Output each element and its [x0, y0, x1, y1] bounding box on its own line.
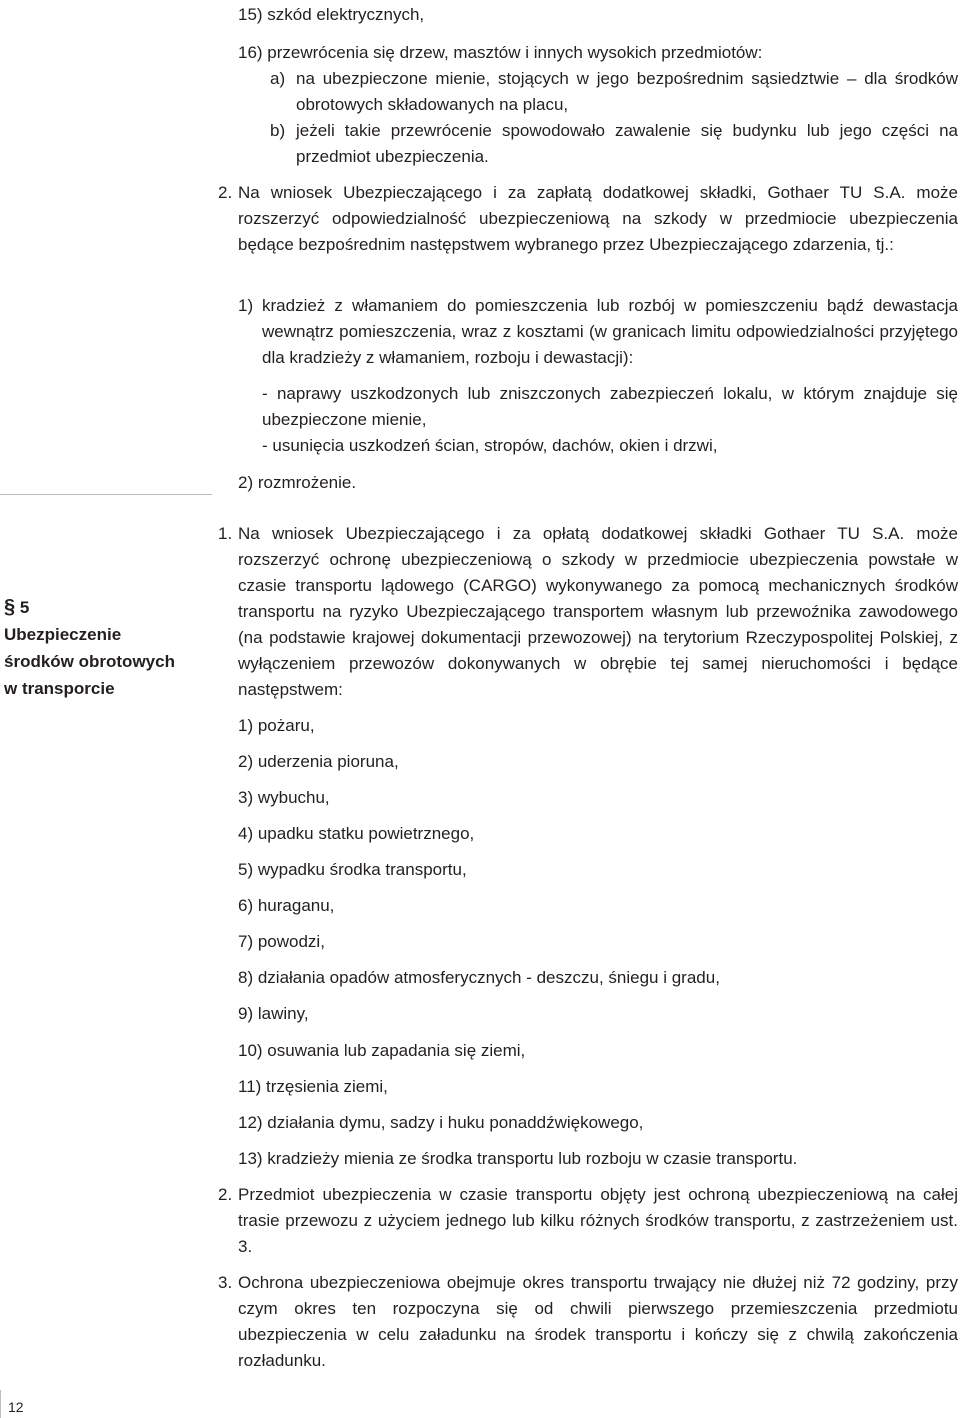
paragraph: Ochrona ubezpieczeniowa obejmuje okres transportu trwający nie dłużej niż 72 godziny, przy czym okres ten rozpoczyna się od chwili pierwszego przemieszczenia przedmiotu ubezpieczenia w celu załadunku na środek transportu i kończy się z chwilą zakończenia rozładunku. — [238, 1273, 958, 1370]
section-title-line: środków obrotowych — [4, 652, 175, 671]
item-label: a) — [270, 69, 286, 88]
paragraph: Na wniosek Ubezpieczającego i za zapłatą dodatkowej składki, Gothaer TU S.A. może rozszerzyć odpowiedzialność ubezpieczeniową na szkody w przedmiocie ubezpieczenia będące bezpośrednim następstwem wybranego przez Ubezpieczającego zdarzenia, tj.: — [238, 183, 958, 254]
section-title-line: Ubezpieczenie — [4, 625, 122, 644]
paragraph-number: 2. — [218, 183, 233, 202]
list-item: 2) uderzenia pioruna, — [238, 752, 399, 771]
list-item: jeżeli takie przewrócenie spowodowało zawalenie się budynku lub jego części na przedmiot ubezpieczenia. — [296, 121, 958, 166]
section-number: 5 — [19, 598, 30, 617]
list-item: - naprawy uszkodzonych lub zniszczonych zabezpieczeń lokalu, w którym znajduje się ubezpieczone mienie, — [262, 384, 958, 429]
section-heading — [4, 594, 204, 702]
list-item: 8) działania opadów atmosferycznych - deszczu, śniegu i gradu, — [238, 968, 720, 987]
list-item: 12) działania dymu, sadzy i huku ponaddźwiękowego, — [238, 1113, 644, 1132]
list-item: 15) szkód elektrycznych, — [238, 5, 425, 24]
list-item: 7) powodzi, — [238, 932, 325, 951]
list-item: - usunięcia uszkodzeń ścian, stropów, dachów, okien i drzwi, — [262, 436, 718, 455]
list-item: 11) trzęsienia ziemi, — [238, 1077, 388, 1096]
paragraph: Na wniosek Ubezpieczającego i za opłatą dodatkowej składki Gothaer TU S.A. może rozszerzyć ochronę ubezpieczeniową o szkody w przedmiocie ubezpieczenia powstałe w czasie transportu lądowego (CARGO) wykonywanego za pomocą mechanicznych środków transportu na ryzyko Ubezpieczającego transportem własnym lub przewoźnika zawodowego (na podstawie krajowej dokumentacji przewozowej) na terytorium Rzeczypospolitej Polskiej, z wyłączeniem przewozów dokonywanych w obrębie tej samej nieruchomości i będące następstwem: — [238, 524, 958, 699]
list-item: 16) przewrócenia się drzew, masztów i innych wysokich przedmiotów: — [238, 43, 763, 62]
list-item: 10) osuwania lub zapadania się ziemi, — [238, 1041, 526, 1060]
list-item: 5) wypadku środka transportu, — [238, 860, 467, 879]
list-item: kradzież z włamaniem do pomieszczenia lub rozbój w pomieszczeniu bądź dewastacja wewnątrz pomieszczenia, wraz z kosztami (w granicach limitu odpowiedzialności przyjętego dla kradzieży z włamaniem, rozboju i dewastacji): — [262, 296, 958, 367]
section-symbol: § — [4, 596, 16, 618]
item-label: 1) — [238, 296, 254, 315]
list-item: 3) wybuchu, — [238, 788, 330, 807]
paragraph: Przedmiot ubezpieczenia w czasie transportu objęty jest ochroną ubezpieczeniową na całej trasie przewozu z użyciem jednego lub kilku różnych środków transportu, z zastrzeżeniem ust. 3. — [238, 1185, 958, 1256]
list-item: 6) huraganu, — [238, 896, 335, 915]
paragraph-number: 2. — [218, 1185, 233, 1204]
page-number: 12 — [8, 1399, 24, 1415]
paragraph-number: 3. — [218, 1273, 233, 1292]
section-title-line: w transporcie — [4, 679, 115, 698]
page-number-divider — [0, 1390, 1, 1418]
list-item: 2) rozmrożenie. — [238, 473, 357, 492]
list-item: 1) pożaru, — [238, 716, 315, 735]
item-label: b) — [270, 121, 286, 140]
list-item: 13) kradzieży mienia ze środka transportu lub rozboju w czasie transportu. — [238, 1149, 798, 1168]
paragraph-number: 1. — [218, 524, 233, 543]
section-divider — [0, 494, 212, 495]
list-item: na ubezpieczone mienie, stojących w jego bezpośrednim sąsiedztwie – dla środków obrotowych składowanych na placu, — [296, 69, 958, 114]
list-item: 9) lawiny, — [238, 1004, 309, 1023]
list-item: 4) upadku statku powietrznego, — [238, 824, 475, 843]
